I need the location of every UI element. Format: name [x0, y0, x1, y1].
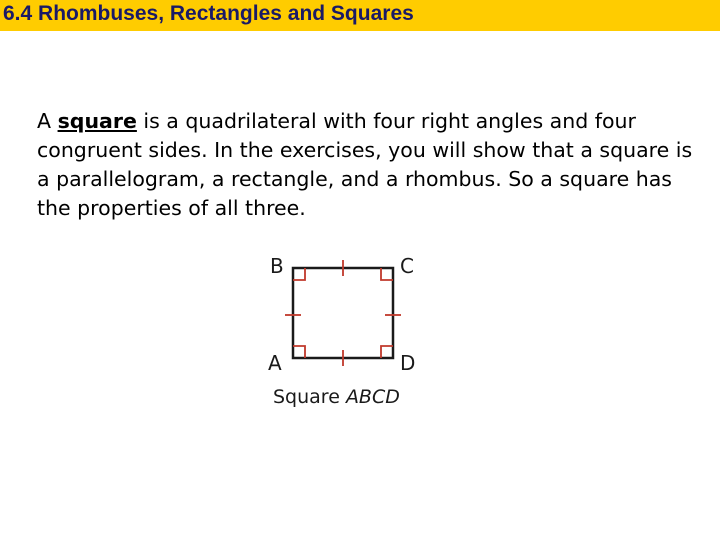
square-diagram: [260, 245, 430, 415]
intro-word: A: [37, 109, 52, 133]
right-angle-marker-d: [381, 346, 393, 358]
right-angle-marker-b: [293, 268, 305, 280]
keyword-square: square: [57, 109, 137, 133]
vertex-label-c: C: [400, 254, 414, 278]
definition-paragraph: [37, 107, 707, 223]
vertex-label-b: B: [270, 254, 284, 278]
slide-title: 6.4 Rhombuses, Rectangles and Squares: [3, 2, 414, 25]
definition-text: is a quadrilateral with four right angles and four congruent sides. In the exercises, you will show that a square is a parallelogram, a rectangle, and a rhombus. So a square has the properties of all three.: [37, 109, 693, 220]
caption-prefix: Square: [273, 386, 340, 408]
right-angle-marker-c: [381, 268, 393, 280]
square-shape: [293, 268, 393, 358]
title-bar: [0, 0, 720, 31]
right-angle-marker-a: [293, 346, 305, 358]
square-figure: [260, 245, 430, 415]
caption-name: ABCD: [345, 386, 400, 408]
vertex-label-d: D: [400, 351, 416, 375]
figure-caption: [273, 386, 400, 408]
vertex-label-a: A: [268, 351, 282, 375]
